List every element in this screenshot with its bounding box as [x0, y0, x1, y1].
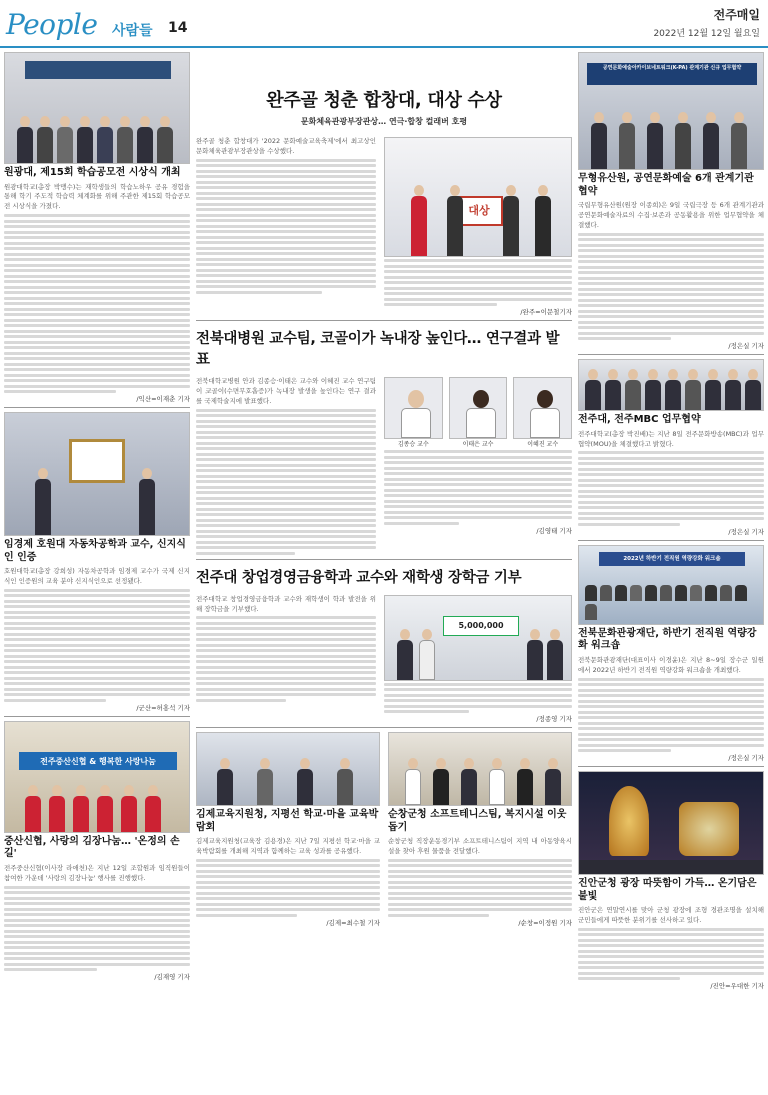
article-lead-wonkwang: 원광대학교(총장 박맹수)는 재학생들의 학습노하우 공유 경험을 통해 학기 주도적 학습력 체계화를 위해 주관한 제15회 학습공모전 시상식을 가졌다.	[4, 182, 190, 211]
article-body-wonkwang	[4, 214, 190, 393]
left-column	[4, 52, 190, 981]
headline-jungsan: 중산신협, 사랑의 김장나눔… '온정의 손길'	[4, 835, 180, 860]
article-lead-jinan: 진안군은 연말연시를 맞아 군청 광장에 조형 경관조명을 설치해 군민들에게 따뜻한 분위기를 선사하고 있다.	[578, 906, 764, 924]
byline-heritage: /정은실 기자	[728, 342, 764, 351]
article-body-snoring-2	[384, 450, 572, 525]
page-number: 14	[168, 20, 188, 36]
newspaper-name: 전주매일	[713, 8, 760, 22]
article-body-jungsan	[4, 886, 190, 972]
portrait-lee-hj: 이혜진 교수	[513, 377, 572, 448]
section-name: 사람들	[112, 23, 153, 39]
certificate-frame	[69, 439, 125, 483]
byline-jmbc: /정은실 기자	[728, 527, 764, 536]
article-body-workshop	[578, 678, 764, 753]
article-body-jmbc	[578, 451, 764, 526]
headline-heritage: 무형유산원, 공연문화예술 6개 관계기관 협약	[578, 173, 754, 197]
workshop-banner: 2022년 하반기 전직원 역량강화 워크숍	[599, 552, 745, 566]
byline-scholarship: /정종영 기자	[536, 715, 572, 724]
portrait-lee-te: 이태은 교수	[449, 377, 508, 448]
article-photo-awards	[4, 52, 190, 164]
light-sculpture-2	[679, 802, 739, 856]
byline-jungsan: /김재영 기자	[154, 973, 190, 982]
article-body-gimje	[196, 859, 380, 917]
mou-banner: 공연문화예술아카이브네트워크(K-PA) 관계기관 신규 업무협약	[587, 63, 757, 85]
article-photo-wanju	[384, 137, 572, 257]
byline-howon: /군산=허홍석 기자	[136, 703, 190, 712]
article-body-heritage	[578, 233, 764, 341]
headline-workshop: 전북문화관광재단, 하반기 전직원 역량강화 워크숍	[578, 627, 757, 652]
byline-sunchang: /순창=이정원 기자	[518, 918, 572, 927]
article-photo-sunchang	[388, 732, 572, 806]
issue-date: 2022년 12월 12일 월요일	[653, 29, 760, 39]
article-body-sunchang	[388, 859, 572, 917]
article-photo-scholarship	[384, 595, 572, 681]
byline-snoring: /김영태 기자	[536, 526, 572, 535]
article-lead-jungsan: 전주중산신협(이사장 라애천)은 지난 12일 조합원과 임직원들이 참여한 가운데 '사랑의 김장나눔' 행사를 진행했다.	[4, 863, 190, 882]
article-lead-jmbc: 전주대학교(총장 박진배)는 지난 8일 전주문화방송(MBC)과 업무협약(MOU)을 체결했다고 밝혔다.	[578, 429, 764, 448]
article-lead-howon: 호원대학교(총장 강희성) 자동차공학과 임경제 교수가 국제 신지식인 인증원의 교육 분야 신지식인으로 선정됐다.	[4, 567, 190, 585]
article-photo-gimje	[196, 732, 380, 806]
article-lead-workshop: 전북문화관광재단(대표이사 이경윤)은 지난 8~9일 장수군 일원에서 2022년 하반기 전직원 역량강화 워크숍을 개최했다.	[578, 655, 764, 674]
byline-workshop: /정은실 기자	[728, 754, 764, 763]
check-board: 5,000,000	[443, 616, 519, 636]
article-lead-scholarship: 전주대학교 창업경영금융학과 교수와 재학생이 학과 발전을 위해 장학금을 기부했다.	[196, 594, 376, 613]
article-lead-snoring: 전북대학교병원 안과 김종승·이태은 교수와 이혜진 교수 연구팀이 코골이(수면무호흡증)가 녹내장 발생을 높인다는 연구 결과를 국제학술지에 발표했다.	[196, 377, 376, 405]
kimjang-banner: 전주중산신협 & 행복한 사랑나눔	[19, 752, 177, 770]
subhead-wanju-choir: 문화체육관광부장관상… 연극·합창 컬래버 호평	[300, 117, 468, 126]
center-column	[196, 52, 572, 927]
article-lead-sunchang: 순창군청 직장운동경기부 소프트테니스팀이 지역 내 아동양육시설을 찾아 후원 물품을 전달했다.	[388, 837, 572, 855]
portrait-kim: 김종승 교수	[384, 377, 443, 448]
header-rule	[0, 46, 768, 48]
article-body-jinan	[578, 928, 764, 981]
byline-gimje: /김제=최수철 기자	[326, 918, 380, 927]
headline-jmbc: 전주대, 전주MBC 업무협약	[578, 414, 701, 426]
right-column	[578, 52, 764, 990]
article-lead-wanju: 완주골 청춘 합창대가 '2022 문화예술교육축제'에서 최고상인 문화체육관광부장관상을 수상했다.	[196, 137, 376, 155]
headline-gimje: 김제교육지원청, 지평선 학교·마을 교육박람회	[196, 809, 379, 833]
headline-sunchang: 순창군청 소프트테니스팀, 복지시설 이웃돕기	[388, 809, 567, 833]
article-body-wanju-2	[384, 259, 572, 306]
headline-scholarship: 전주대 창업경영금융학과 교수와 재학생 장학금 기부	[196, 569, 522, 586]
byline-wonkwang: /익산=이재춘 기자	[136, 395, 190, 404]
article-photo-kimjang	[4, 721, 190, 833]
page-header	[0, 0, 768, 48]
byline-jinan: /진안=우대한 기자	[710, 982, 764, 991]
award-sign: 대상	[455, 196, 503, 226]
article-body-howon	[4, 589, 190, 702]
headline-jinan: 진안군청 광장 따뜻함이 가득… 온기담은 불빛	[578, 878, 757, 902]
article-photo-lights	[578, 771, 764, 875]
article-photo-jmbc	[578, 359, 764, 411]
headline-wonkwang: 원광대, 제15회 학습공모전 시상식 개최	[4, 167, 181, 178]
headline-wanju-choir: 완주골 청춘 합창대, 대상 수상	[266, 90, 502, 111]
article-photo-mou	[578, 52, 764, 170]
headline-snoring: 전북대병원 교수팀, 코골이가 녹내장 높인다… 연구결과 발표	[196, 331, 560, 368]
byline-wanju: /완주=이문철기자	[520, 308, 572, 316]
article-photo-workshop	[578, 545, 764, 625]
article-photo-certificate	[4, 412, 190, 536]
headline-howon: 임경제 호원대 자동차공학과 교수, 신지식인 인증	[4, 539, 186, 563]
article-lead-gimje: 김제교육지원청(교육장 김용경)은 지난 7일 지평선 학교·마을 교육박람회를 개최해 지역과 함께하는 교육 성과를 공유했다.	[196, 837, 380, 855]
article-body-snoring	[196, 409, 376, 555]
article-lead-heritage: 국립무형유산원(원장 이종희)은 9일 국립극장 등 6개 관계기관과 공연문화예술자료의 수집·보존과 공동활용을 위한 업무협약을 체결했다.	[578, 201, 764, 229]
article-body-scholarship-2	[384, 683, 572, 714]
article-body-scholarship	[196, 616, 376, 702]
award-banner	[25, 61, 171, 79]
light-sculpture	[609, 786, 649, 856]
article-body-wanju	[196, 159, 376, 294]
section-logo: People	[6, 8, 98, 41]
